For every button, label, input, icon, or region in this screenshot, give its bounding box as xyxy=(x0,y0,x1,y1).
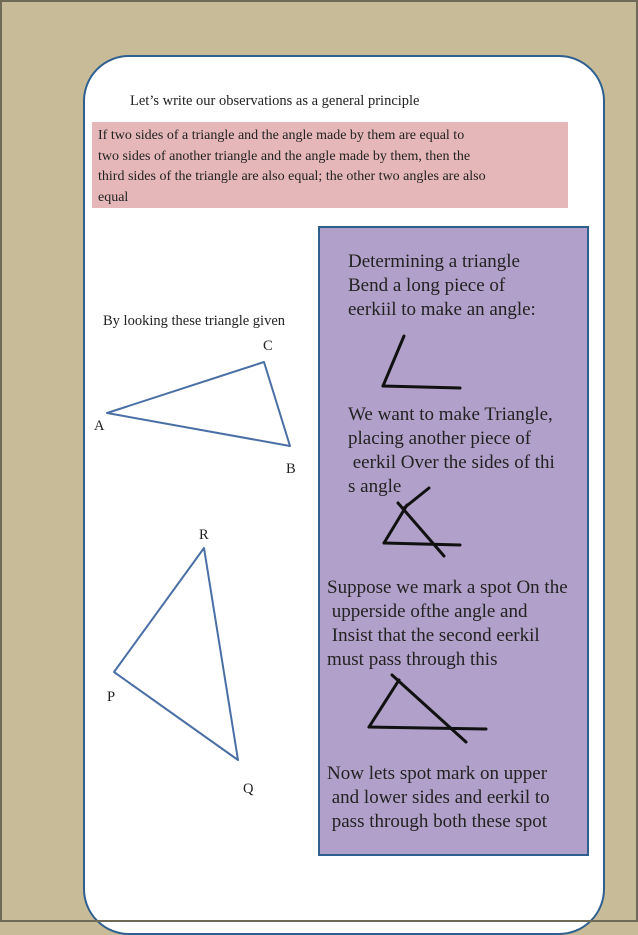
angle-sticks xyxy=(383,336,460,388)
vertex-label-r: R xyxy=(199,527,209,543)
panel-line: Determining a triangle xyxy=(348,251,520,272)
principle-line: third sides of the triangle are also equal; the other two angles are also xyxy=(98,169,486,184)
vertex-label-p: P xyxy=(107,689,116,705)
principle-line: If two sides of a triangle and the angle made by them are equal to xyxy=(98,128,465,143)
triangle-sticks-2 xyxy=(369,675,486,742)
section-heading: Let’s write our observations as a general principle xyxy=(130,93,420,109)
panel-line: Bend a long piece of xyxy=(348,275,506,296)
panel-line: must pass through this xyxy=(327,649,498,670)
vertex-label-q: Q xyxy=(243,781,254,797)
triangle-sticks-1 xyxy=(384,488,460,556)
vertex-label-a: A xyxy=(94,418,105,434)
panel-line: We want to make Triangle, xyxy=(348,404,553,425)
lead-text: By looking these triangle given xyxy=(103,313,286,329)
panel-line: Suppose we mark a spot On the xyxy=(327,577,568,598)
panel-line: eerkiil to make an angle: xyxy=(348,299,536,320)
principle-line: two sides of another triangle and the angle made by them, then the xyxy=(98,148,471,164)
vertex-label-b: B xyxy=(286,461,296,477)
vertex-label-c: C xyxy=(263,338,273,354)
panel-line: s angle xyxy=(348,476,402,497)
panel-line: eerkil Over the sides of thi xyxy=(348,452,555,473)
principle-line: equal xyxy=(98,189,129,205)
panel-line: and lower sides and eerkil to xyxy=(327,787,550,808)
panel-line: Now lets spot mark on upper xyxy=(327,763,548,784)
panel-line: pass through both these spot xyxy=(327,811,548,832)
panel-line: Insist that the second eerkil xyxy=(327,625,540,646)
panel-line: placing another piece of xyxy=(348,428,532,449)
panel-line: upperside ofthe angle and xyxy=(327,601,528,622)
